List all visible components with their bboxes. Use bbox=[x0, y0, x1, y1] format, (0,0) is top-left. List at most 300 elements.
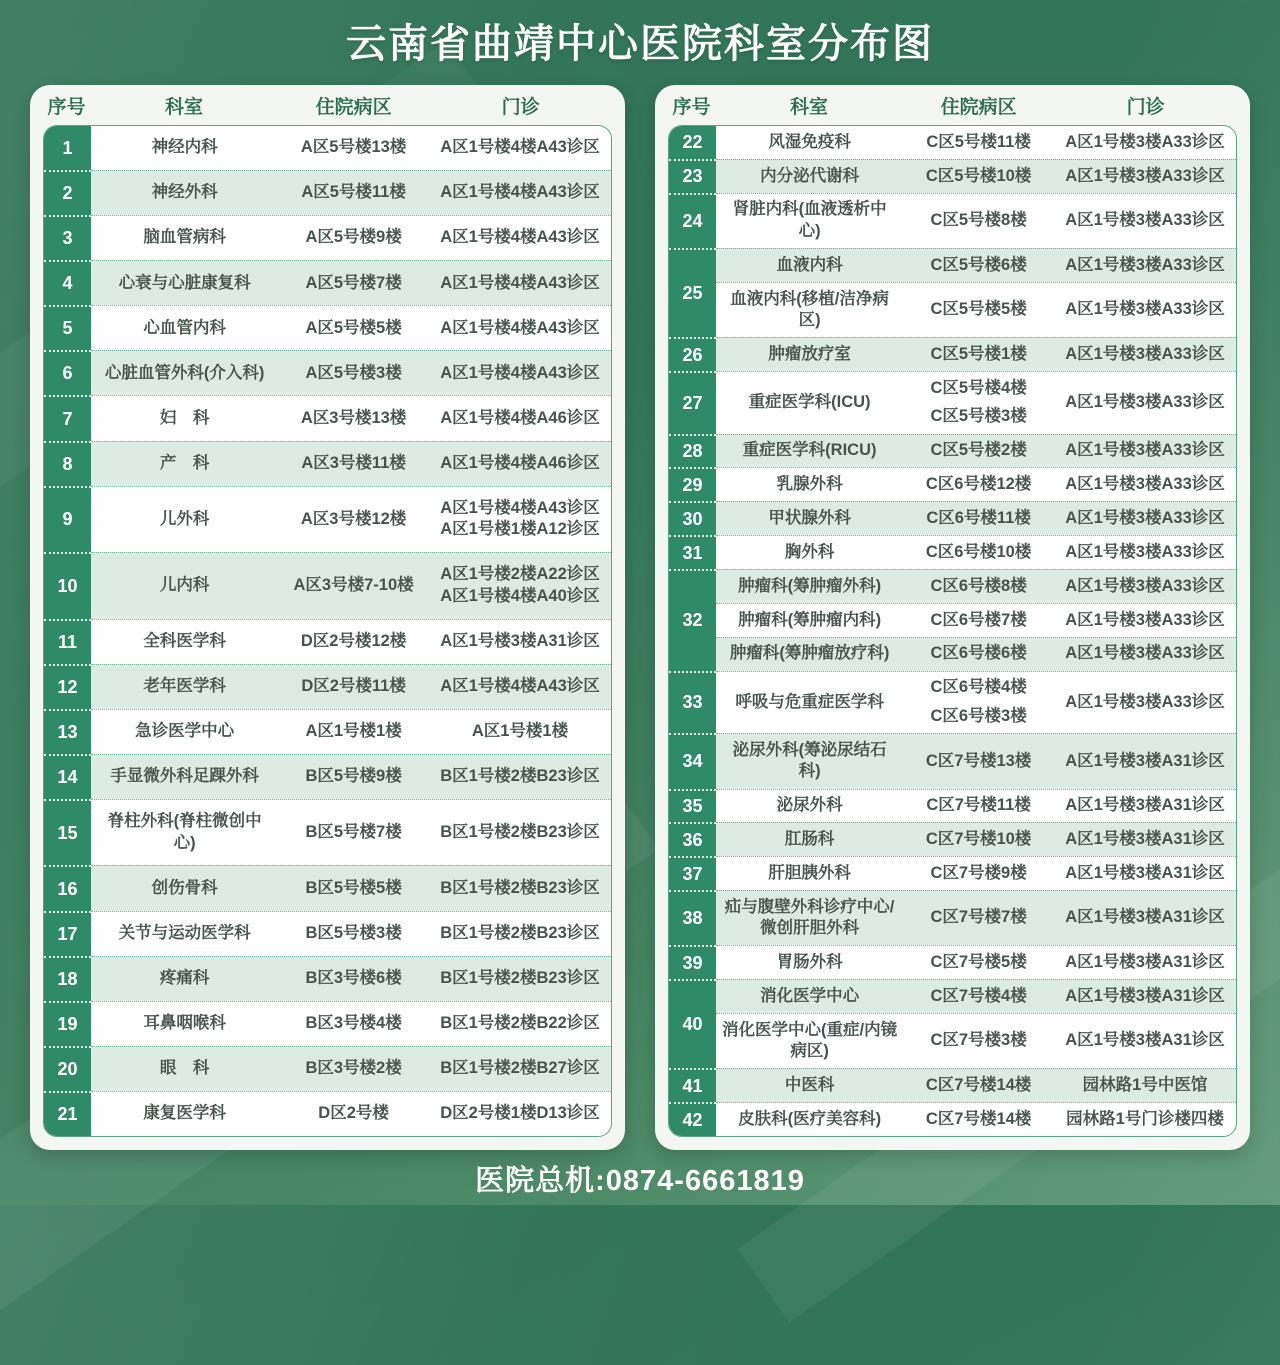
ward-text: A区5号楼13楼 bbox=[300, 138, 407, 157]
ward-text: C区7号楼11楼 bbox=[926, 796, 1031, 815]
dept-text: 妇 科 bbox=[159, 408, 210, 427]
row-bands bbox=[716, 159, 1236, 193]
row-bands bbox=[91, 664, 611, 709]
row-number: 1 bbox=[44, 126, 91, 170]
row-bands bbox=[716, 126, 1236, 159]
dept-cell bbox=[716, 570, 903, 603]
table-row bbox=[669, 501, 1236, 535]
dept-text: 全科医学科 bbox=[143, 631, 226, 650]
row-bands bbox=[91, 260, 611, 305]
clinic-text: B区1号楼2楼B23诊区 bbox=[440, 968, 600, 987]
table-band bbox=[716, 282, 1236, 337]
department-table bbox=[668, 125, 1237, 1137]
table-row bbox=[669, 890, 1236, 945]
row-number: 33 bbox=[669, 671, 716, 734]
row-number: 40 bbox=[669, 979, 716, 1068]
clinic-text: A区1号楼3楼A31诊区 bbox=[1065, 796, 1225, 815]
dept-cell bbox=[716, 857, 903, 890]
table-band bbox=[716, 890, 1236, 945]
ward-cell bbox=[278, 396, 429, 440]
dept-text: 神经内科 bbox=[151, 138, 218, 157]
table-row bbox=[44, 1046, 611, 1091]
row-bands bbox=[716, 789, 1236, 823]
dept-text: 手显微外科足踝外科 bbox=[110, 767, 259, 786]
dept-cell bbox=[91, 487, 278, 553]
row-number: 4 bbox=[44, 260, 91, 305]
clinic-cell bbox=[1054, 672, 1236, 734]
table-band bbox=[91, 1046, 611, 1091]
row-number: 32 bbox=[669, 569, 716, 671]
ward-cell bbox=[278, 912, 429, 956]
ward-cell bbox=[278, 553, 429, 619]
table-row bbox=[669, 1068, 1236, 1102]
table-band bbox=[91, 799, 611, 866]
ward-text: C区5号楼2楼 bbox=[930, 441, 1027, 460]
clinic-text: B区1号楼2楼B27诊区 bbox=[440, 1059, 600, 1078]
dept-cell bbox=[91, 912, 278, 956]
dept-text: 脊柱外科(脊柱微创中心) bbox=[107, 812, 262, 852]
ward-cell bbox=[903, 1069, 1054, 1102]
dept-text: 肝胆胰外科 bbox=[768, 863, 851, 882]
ward-cell bbox=[903, 672, 1054, 734]
clinic-cell bbox=[429, 800, 611, 866]
ward-cell bbox=[903, 604, 1054, 637]
clinic-cell bbox=[429, 216, 611, 260]
dept-text: 消化医学中心(重症/内镜病区) bbox=[722, 1020, 898, 1061]
row-number: 18 bbox=[44, 956, 91, 1001]
clinic-text: B区1号楼2楼B22诊区 bbox=[440, 1014, 600, 1033]
row-bands bbox=[716, 501, 1236, 535]
ward-cell bbox=[278, 306, 429, 350]
ward-text: C区7号楼10楼 bbox=[925, 830, 1032, 849]
dept-text: 肿瘤科(筹肿瘤内科) bbox=[738, 610, 882, 629]
ward-text: C区7号楼3楼 bbox=[930, 1031, 1027, 1050]
clinic-text: A区1号楼3楼A31诊区 bbox=[440, 631, 600, 650]
row-bands bbox=[91, 754, 611, 799]
dept-cell bbox=[91, 216, 278, 260]
column-header-dept: 科室 bbox=[164, 96, 203, 118]
clinic-cell bbox=[1054, 638, 1236, 671]
dept-cell bbox=[716, 672, 903, 734]
row-bands bbox=[91, 486, 611, 553]
row-bands bbox=[716, 535, 1236, 569]
clinic-text: A区1号楼3楼A31诊区 bbox=[1065, 751, 1225, 770]
ward-text: A区3号楼13楼 bbox=[300, 408, 407, 427]
column-header-clinic: 门诊 bbox=[501, 96, 540, 118]
dept-text: 泌尿外科(筹泌尿结石科) bbox=[732, 740, 887, 781]
column-header-no: 序号 bbox=[672, 96, 711, 118]
row-number: 9 bbox=[44, 486, 91, 553]
clinic-cell bbox=[1054, 338, 1236, 371]
clinic-cell bbox=[1054, 734, 1236, 788]
dept-text: 老年医学科 bbox=[143, 677, 226, 696]
row-number: 11 bbox=[44, 619, 91, 664]
dept-text: 肿瘤科(筹肿瘤外科) bbox=[738, 576, 882, 595]
row-number: 31 bbox=[669, 535, 716, 569]
ward-text: B区5号楼3楼 bbox=[305, 923, 402, 942]
clinic-text: A区1号楼3楼A33诊区 bbox=[1065, 542, 1225, 561]
ward-cell bbox=[903, 857, 1054, 890]
ward-cell bbox=[903, 283, 1054, 337]
row-number: 34 bbox=[669, 733, 716, 788]
ward-text: C区5号楼3楼 bbox=[930, 407, 1027, 426]
dept-text: 风湿免疫科 bbox=[768, 132, 851, 151]
row-number: 19 bbox=[44, 1001, 91, 1046]
dept-cell bbox=[716, 160, 903, 193]
ward-text: A区1号楼1楼 bbox=[305, 722, 402, 741]
clinic-cell bbox=[429, 351, 611, 395]
dept-text: 中医科 bbox=[784, 1075, 835, 1094]
clinic-cell bbox=[1054, 1014, 1236, 1068]
clinic-cell bbox=[429, 866, 611, 910]
dept-cell bbox=[91, 553, 278, 619]
hospital-phone: 医院总机:0874-6661819 bbox=[475, 1165, 805, 1197]
ward-cell bbox=[903, 249, 1054, 282]
row-number: 37 bbox=[669, 856, 716, 890]
ward-cell bbox=[903, 536, 1054, 569]
row-number: 35 bbox=[669, 789, 716, 823]
row-number: 29 bbox=[669, 467, 716, 501]
ward-cell bbox=[278, 866, 429, 910]
dept-cell bbox=[91, 665, 278, 709]
ward-text: B区3号楼2楼 bbox=[305, 1059, 402, 1078]
table-band bbox=[716, 248, 1236, 282]
dept-cell bbox=[91, 620, 278, 664]
row-bands bbox=[716, 337, 1236, 371]
ward-text: A区3号楼12楼 bbox=[300, 509, 407, 528]
ward-text: C区6号楼6楼 bbox=[930, 644, 1027, 663]
dept-cell bbox=[716, 790, 903, 823]
dept-cell bbox=[91, 261, 278, 305]
table-row bbox=[44, 215, 611, 260]
row-number: 12 bbox=[44, 664, 91, 709]
clinic-cell bbox=[429, 487, 611, 553]
row-number: 14 bbox=[44, 754, 91, 799]
ward-cell bbox=[278, 1047, 429, 1091]
dept-text: 心血管内科 bbox=[143, 318, 226, 337]
dept-cell bbox=[716, 891, 903, 945]
clinic-text: A区1号楼4楼A43诊区 bbox=[440, 138, 600, 157]
clinic-text: A区1号楼4楼A43诊区 bbox=[440, 273, 600, 292]
ward-cell bbox=[278, 620, 429, 664]
clinic-text: B区1号楼2楼B23诊区 bbox=[440, 823, 600, 841]
table-band bbox=[91, 664, 611, 709]
row-bands bbox=[716, 371, 1236, 434]
row-number: 23 bbox=[669, 159, 716, 193]
ward-text: C区6号楼8楼 bbox=[930, 576, 1027, 595]
clinic-cell bbox=[1054, 823, 1236, 856]
row-bands bbox=[91, 1001, 611, 1046]
dept-cell bbox=[91, 755, 278, 799]
clinic-cell bbox=[429, 553, 611, 619]
ward-cell bbox=[903, 468, 1054, 501]
table-band bbox=[716, 822, 1236, 856]
clinic-text: A区1号楼3楼A33诊区 bbox=[1065, 255, 1225, 274]
table-row bbox=[669, 789, 1236, 823]
table-band bbox=[716, 501, 1236, 535]
row-number: 42 bbox=[669, 1102, 716, 1136]
clinic-cell bbox=[1054, 283, 1236, 337]
row-number: 22 bbox=[669, 126, 716, 159]
dept-text: 血液内科(移植/洁净病区) bbox=[730, 289, 889, 329]
table-row bbox=[669, 371, 1236, 434]
clinic-cell bbox=[1054, 468, 1236, 501]
row-number: 16 bbox=[44, 865, 91, 910]
dept-text: 关节与运动医学科 bbox=[118, 923, 251, 942]
ward-text: B区5号楼7楼 bbox=[305, 823, 402, 841]
clinic-text: A区1号楼3楼A33诊区 bbox=[1065, 211, 1225, 230]
table-band bbox=[91, 441, 611, 486]
row-number: 3 bbox=[44, 215, 91, 260]
clinic-cell bbox=[429, 957, 611, 1001]
row-number: 24 bbox=[669, 193, 716, 248]
clinic-cell bbox=[1054, 435, 1236, 468]
row-bands bbox=[91, 215, 611, 260]
clinic-cell bbox=[1054, 249, 1236, 282]
dept-cell bbox=[91, 710, 278, 754]
clinic-text: A区1号楼4楼A43诊区 bbox=[440, 318, 600, 337]
table-row bbox=[44, 170, 611, 215]
dept-text: 疝与腹壁外科诊疗中心/微创肝胆外科 bbox=[724, 897, 895, 938]
clinic-text: A区1号楼1楼 bbox=[471, 722, 569, 741]
ward-cell bbox=[278, 1092, 429, 1136]
table-band bbox=[91, 170, 611, 215]
table-row bbox=[669, 945, 1236, 979]
ward-text: C区6号楼3楼 bbox=[930, 707, 1027, 726]
row-number: 38 bbox=[669, 890, 716, 945]
dept-cell bbox=[716, 980, 903, 1013]
ward-text: D区2号楼 bbox=[318, 1104, 389, 1123]
clinic-cell bbox=[1054, 372, 1236, 434]
row-number: 5 bbox=[44, 305, 91, 350]
dept-cell bbox=[91, 306, 278, 350]
row-bands bbox=[91, 126, 611, 170]
clinic-cell bbox=[1054, 126, 1236, 159]
column-header-ward: 住院病区 bbox=[940, 96, 1017, 118]
row-bands bbox=[91, 1046, 611, 1091]
dept-cell bbox=[91, 351, 278, 395]
table-header bbox=[668, 85, 1237, 125]
table-row bbox=[669, 337, 1236, 371]
ward-cell bbox=[278, 442, 429, 486]
clinic-text: A区1号楼3楼A33诊区 bbox=[1065, 610, 1225, 629]
row-number: 30 bbox=[669, 501, 716, 535]
ward-cell bbox=[903, 790, 1054, 823]
clinic-text: A区1号楼3楼A31诊区 bbox=[1065, 863, 1225, 882]
dept-text: 儿内科 bbox=[159, 576, 210, 595]
ward-text: C区5号楼1楼 bbox=[930, 344, 1027, 363]
ward-cell bbox=[278, 261, 429, 305]
table-band bbox=[716, 1013, 1236, 1068]
dept-text: 疼痛科 bbox=[159, 968, 210, 987]
row-number: 10 bbox=[44, 552, 91, 619]
ward-text: B区3号楼4楼 bbox=[305, 1014, 402, 1033]
dept-cell bbox=[716, 283, 903, 337]
row-bands bbox=[716, 467, 1236, 501]
table-band bbox=[716, 637, 1236, 671]
dept-cell bbox=[91, 1092, 278, 1136]
ward-cell bbox=[903, 126, 1054, 159]
table-band bbox=[716, 371, 1236, 434]
ward-cell bbox=[278, 957, 429, 1001]
clinic-cell bbox=[429, 261, 611, 305]
dept-text: 心脏血管外科(介入科) bbox=[104, 363, 265, 382]
table-band bbox=[716, 856, 1236, 890]
table-band bbox=[716, 569, 1236, 603]
row-number: 36 bbox=[669, 822, 716, 856]
dept-cell bbox=[716, 604, 903, 637]
clinic-cell bbox=[429, 1092, 611, 1136]
clinic-cell bbox=[429, 171, 611, 215]
ward-text: C区7号楼9楼 bbox=[930, 863, 1027, 882]
table-band bbox=[716, 733, 1236, 788]
ward-text: C区7号楼7楼 bbox=[930, 908, 1027, 927]
dept-cell bbox=[716, 946, 903, 979]
clinic-cell bbox=[429, 912, 611, 956]
table-band bbox=[91, 754, 611, 799]
clinic-cell bbox=[429, 620, 611, 664]
clinic-text: A区1号楼3楼A33诊区 bbox=[1065, 441, 1225, 460]
table-row bbox=[44, 441, 611, 486]
clinic-text: A区1号楼4楼A43诊区 bbox=[440, 183, 600, 202]
table-row bbox=[669, 733, 1236, 788]
ward-text: A区3号楼7-10楼 bbox=[293, 576, 414, 595]
ward-text: C区5号楼11楼 bbox=[926, 132, 1031, 151]
clinic-text: B区1号楼2楼B23诊区 bbox=[440, 767, 600, 786]
table-band bbox=[716, 193, 1236, 248]
dept-cell bbox=[716, 536, 903, 569]
table-row bbox=[669, 434, 1236, 468]
clinic-text: A区1号楼3楼A33诊区 bbox=[1065, 509, 1225, 528]
table-band bbox=[716, 603, 1236, 637]
clinic-text: A区1号楼3楼A33诊区 bbox=[1065, 300, 1225, 319]
dept-cell bbox=[91, 1002, 278, 1046]
clinic-text: A区1号楼4楼A43诊区 bbox=[440, 228, 600, 247]
ward-cell bbox=[903, 638, 1054, 671]
dept-cell bbox=[716, 372, 903, 434]
table-row bbox=[44, 865, 611, 910]
row-bands bbox=[716, 822, 1236, 856]
dept-cell bbox=[716, 823, 903, 856]
dept-text: 产 科 bbox=[159, 453, 210, 472]
table-row bbox=[669, 856, 1236, 890]
row-bands bbox=[91, 305, 611, 350]
ward-cell bbox=[903, 946, 1054, 979]
row-number: 13 bbox=[44, 709, 91, 754]
table-band bbox=[91, 552, 611, 619]
dept-cell bbox=[716, 435, 903, 468]
ward-text: C区6号楼4楼 bbox=[930, 678, 1027, 697]
row-bands bbox=[91, 395, 611, 440]
ward-cell bbox=[903, 1103, 1054, 1136]
clinic-text: A区1号楼3楼A33诊区 bbox=[1065, 644, 1225, 663]
clinic-text: A区1号楼3楼A33诊区 bbox=[1065, 393, 1225, 412]
department-table bbox=[43, 125, 612, 1137]
clinic-cell bbox=[1054, 1069, 1236, 1102]
clinic-text: B区1号楼2楼B23诊区 bbox=[440, 878, 600, 897]
table-row bbox=[669, 1102, 1236, 1136]
ward-text: C区5号楼10楼 bbox=[925, 166, 1032, 185]
table-band bbox=[91, 305, 611, 350]
table-band bbox=[716, 945, 1236, 979]
table-band bbox=[716, 337, 1236, 371]
table-row bbox=[44, 1091, 611, 1136]
dept-cell bbox=[716, 502, 903, 535]
ward-text: B区3号楼6楼 bbox=[305, 968, 402, 987]
clinic-cell bbox=[1054, 790, 1236, 823]
table-band bbox=[716, 789, 1236, 823]
table-band bbox=[91, 865, 611, 910]
row-number: 7 bbox=[44, 395, 91, 440]
table-row bbox=[669, 569, 1236, 671]
ward-text: C区5号楼5楼 bbox=[930, 300, 1027, 319]
table-header bbox=[43, 85, 612, 125]
ward-text: C区7号楼14楼 bbox=[925, 1109, 1032, 1128]
ward-text: D区2号楼12楼 bbox=[300, 631, 407, 650]
clinic-text: A区1号楼4楼A43诊区 bbox=[440, 363, 600, 382]
clinic-text: A区1号楼3楼A33诊区 bbox=[1065, 576, 1225, 595]
dept-text: 重症医学科(ICU) bbox=[748, 393, 871, 412]
department-table-card-left bbox=[30, 85, 625, 1150]
ward-text: C区7号楼14楼 bbox=[925, 1075, 1032, 1094]
clinic-cell bbox=[429, 1047, 611, 1091]
clinic-cell bbox=[429, 126, 611, 170]
row-number: 39 bbox=[669, 945, 716, 979]
clinic-text: 园林路1号门诊楼四楼 bbox=[1066, 1109, 1224, 1128]
ward-text: C区5号楼4楼 bbox=[930, 378, 1027, 397]
ward-text: C区5号楼6楼 bbox=[930, 255, 1027, 274]
ward-cell bbox=[903, 1014, 1054, 1068]
ward-cell bbox=[903, 338, 1054, 371]
clinic-text: A区1号楼3楼A33诊区 bbox=[1065, 166, 1225, 185]
row-bands bbox=[91, 799, 611, 866]
row-number: 15 bbox=[44, 799, 91, 866]
dept-cell bbox=[716, 194, 903, 248]
row-bands bbox=[716, 248, 1236, 337]
table-row bbox=[44, 552, 611, 619]
clinic-text: D区2号楼1楼D13诊区 bbox=[440, 1104, 600, 1123]
row-bands bbox=[91, 170, 611, 215]
column-header-clinic: 门诊 bbox=[1126, 96, 1165, 118]
dept-cell bbox=[91, 1047, 278, 1091]
ward-cell bbox=[278, 487, 429, 553]
dept-text: 泌尿外科 bbox=[776, 796, 843, 815]
table-band bbox=[91, 709, 611, 754]
table-row bbox=[44, 350, 611, 395]
row-number: 41 bbox=[669, 1068, 716, 1102]
dept-cell bbox=[91, 957, 278, 1001]
row-number: 27 bbox=[669, 371, 716, 434]
clinic-cell bbox=[429, 710, 611, 754]
clinic-text: A区1号楼3楼A33诊区 bbox=[1065, 132, 1225, 151]
clinic-text: 园林路1号中医馆 bbox=[1082, 1075, 1208, 1094]
ward-text: C区7号楼13楼 bbox=[925, 751, 1032, 770]
clinic-cell bbox=[429, 1002, 611, 1046]
column-header-no: 序号 bbox=[47, 96, 86, 118]
row-bands bbox=[716, 979, 1236, 1068]
column-header-ward: 住院病区 bbox=[315, 96, 392, 118]
ward-cell bbox=[903, 194, 1054, 248]
dept-cell bbox=[716, 734, 903, 788]
table-row bbox=[44, 305, 611, 350]
table-band bbox=[716, 159, 1236, 193]
clinic-cell bbox=[1054, 891, 1236, 945]
dept-text: 创伤骨科 bbox=[151, 878, 218, 897]
table-band bbox=[91, 260, 611, 305]
row-bands bbox=[716, 1068, 1236, 1102]
table-row bbox=[669, 979, 1236, 1068]
ward-cell bbox=[903, 570, 1054, 603]
